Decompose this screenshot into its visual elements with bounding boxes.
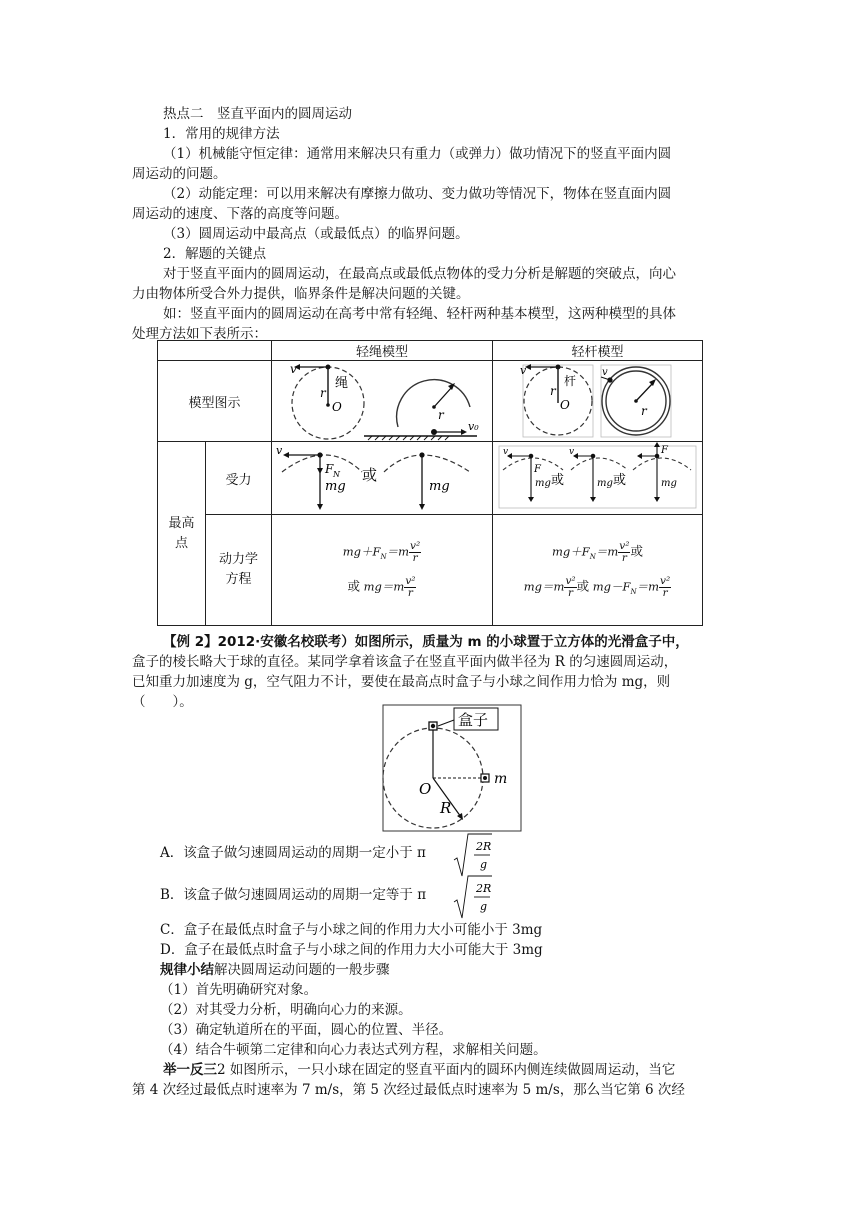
- svg-text:g: g: [480, 900, 488, 913]
- svg-text:mg: mg: [428, 479, 450, 494]
- svg-text:mg: mg: [660, 478, 677, 489]
- rod-model-figure: [492, 361, 702, 442]
- row-label-force: 受力: [206, 442, 272, 515]
- subsection-title: 2．解题的关键点: [163, 246, 267, 262]
- box-circle-figure: [382, 704, 522, 832]
- rope-force-figure: [271, 442, 492, 515]
- svg-text:r: r: [437, 408, 444, 422]
- rod-label: 杆: [563, 374, 576, 388]
- option-a[interactable]: A．该盒子做匀速圆周运动的周期一定小于 π: [160, 845, 426, 861]
- example-line: 盒子的棱长略大于球的直径。某同学拿着该盒子在竖直平面内做半径为 R 的匀速圆周运动，: [132, 654, 678, 670]
- rope-equation-2: 或 mg＝m $\frac{\text{v²}}{r}$: [347, 575, 416, 599]
- summary-title: 规律小结解决圆周运动问题的一般步骤: [160, 962, 390, 978]
- summary-step: （1）首先明确研究对象。: [160, 982, 318, 998]
- paragraph-line: 力由物体所受合外力提供，临界条件是解决问题的关键。: [132, 286, 470, 302]
- rod-model-diagram: [493, 361, 702, 441]
- m-label: m: [494, 771, 508, 787]
- paragraph-line: 周运动的问题。: [132, 166, 227, 182]
- row-label-top: 最高点: [158, 442, 206, 626]
- r-label: R: [440, 799, 452, 817]
- summary-step: （4）结合牛顿第二定律和向心力表达式列方程，求解相关问题。: [160, 1042, 547, 1058]
- paragraph-line: （1）机械能守恒定律：通常用来解决只有重力（或弹力）做功情况下的竖直平面内圆: [163, 146, 672, 162]
- svg-text:F: F: [533, 464, 541, 475]
- rod-force-figure: [492, 442, 702, 515]
- col-header-rope: 轻绳模型: [271, 341, 492, 361]
- example-line: （ ）。: [132, 694, 193, 710]
- option-c[interactable]: C．盒子在最低点时盒子与小球之间的作用力大小可能小于 3mg: [160, 922, 543, 938]
- section-heading: 热点二 竖直平面内的圆周运动: [163, 106, 352, 122]
- svg-text:N: N: [332, 470, 340, 479]
- svg-text:F: F: [324, 462, 334, 476]
- paragraph-line: 如：竖直平面内的圆周运动在高考中常有轻绳、轻杆两种基本模型，这两种模型的具体: [163, 306, 676, 322]
- rope-dynamics-equations: [271, 515, 492, 626]
- rod-equation-1: $mg+F_N=m$ $\frac{\text{v²}}{r}$ 或: [552, 540, 643, 564]
- rod-dynamics-equations: [492, 515, 702, 626]
- o-label: O: [331, 400, 342, 414]
- box-label: 盒子: [458, 711, 489, 729]
- col-header-rod: 轻杆模型: [492, 341, 702, 361]
- rope-force-diagram: [272, 442, 492, 514]
- example-line: 第 4 次经过最低点时速率为 7 m/s，第 5 次经过最低点时速率为 5 m/s，那么当它第 6 次经: [132, 1082, 685, 1098]
- row-label-dynamics: 动力学方程: [206, 515, 272, 626]
- o-label: O: [419, 780, 432, 798]
- subsection-title: 1．常用的规律方法: [163, 126, 280, 142]
- paragraph-line: 周运动的速度、下落的高度等问题。: [132, 206, 348, 222]
- table-corner: [158, 341, 272, 361]
- example-line: 【例 2】2012·安徽名校联考）如图所示，质量为 m 的小球置于立方体的光滑盒子中，: [163, 634, 689, 650]
- summary-step: （3）确定轨道所在的平面，圆心的位置、半径。: [160, 1022, 453, 1038]
- paragraph-line: （2）动能定理：可以用来解决有摩擦力做功、变力做功等情况下，物体在竖直面内圆: [163, 186, 672, 202]
- rod-equation-2: mg＝m $\frac{\text{v²}}{r}$ 或 $mg-F_N=m$ $\frac{\text{v²}}{r}$: [523, 575, 671, 599]
- svg-text:mg: mg: [534, 478, 551, 489]
- svg-text:v: v: [502, 447, 509, 457]
- svg-text:或: 或: [550, 473, 564, 488]
- svg-text:v₀: v₀: [467, 420, 479, 433]
- sqrt-2r-over-g: [452, 832, 492, 878]
- svg-text:r: r: [640, 404, 647, 418]
- svg-text:v: v: [601, 367, 608, 378]
- svg-text:v: v: [568, 447, 575, 457]
- svg-text:mg: mg: [324, 479, 346, 494]
- model-table: [157, 340, 703, 626]
- rope-model-diagram: [272, 361, 492, 441]
- svg-text:mg: mg: [596, 478, 613, 489]
- svg-text:v: v: [275, 444, 283, 457]
- option-b[interactable]: B．该盒子做匀速圆周运动的周期一定等于 π: [160, 887, 427, 903]
- paragraph-line: 对于竖直平面内的圆周运动，在最高点或最低点物体的受力分析是解题的突破点，向心: [163, 266, 676, 282]
- svg-text:或: 或: [361, 466, 377, 484]
- v-label: v: [289, 362, 297, 376]
- svg-text:r: r: [549, 384, 556, 398]
- example-line: 举一反三2 如图所示，一只小球在固定的竖直平面内的圆环内侧连续做圆周运动，当它: [163, 1062, 676, 1078]
- rope-label: 绳: [334, 376, 348, 391]
- paragraph-line: （3）圆周运动中最高点（或最低点）的临界问题。: [163, 226, 469, 242]
- row-label-model: 模型图示: [158, 361, 272, 442]
- r-label: r: [319, 386, 326, 400]
- svg-text:g: g: [480, 858, 488, 871]
- svg-text:或: 或: [612, 473, 626, 488]
- sqrt-2r-over-g: [452, 874, 492, 920]
- svg-text:2R: 2R: [476, 882, 492, 895]
- svg-text:O: O: [559, 398, 570, 412]
- rope-equation-1: $mg+F_N=m$ $\frac{\text{v²}}{r}$: [342, 540, 421, 564]
- option-d[interactable]: D．盒子在最低点时盒子与小球之间的作用力大小可能大于 3mg: [160, 942, 543, 958]
- summary-step: （2）对其受力分析，明确向心力的来源。: [160, 1002, 412, 1018]
- svg-text:2R: 2R: [476, 840, 492, 853]
- example-line: 已知重力加速度为 g，空气阻力不计，要使在最高点时盒子与小球之间作用力恰为 mg，则: [132, 674, 671, 690]
- rope-model-figure: [271, 361, 492, 442]
- rod-force-diagram: [493, 442, 702, 514]
- paragraph-line: 处理方法如下表所示：: [132, 326, 267, 342]
- svg-text:v: v: [519, 364, 527, 377]
- svg-text:F: F: [660, 445, 668, 456]
